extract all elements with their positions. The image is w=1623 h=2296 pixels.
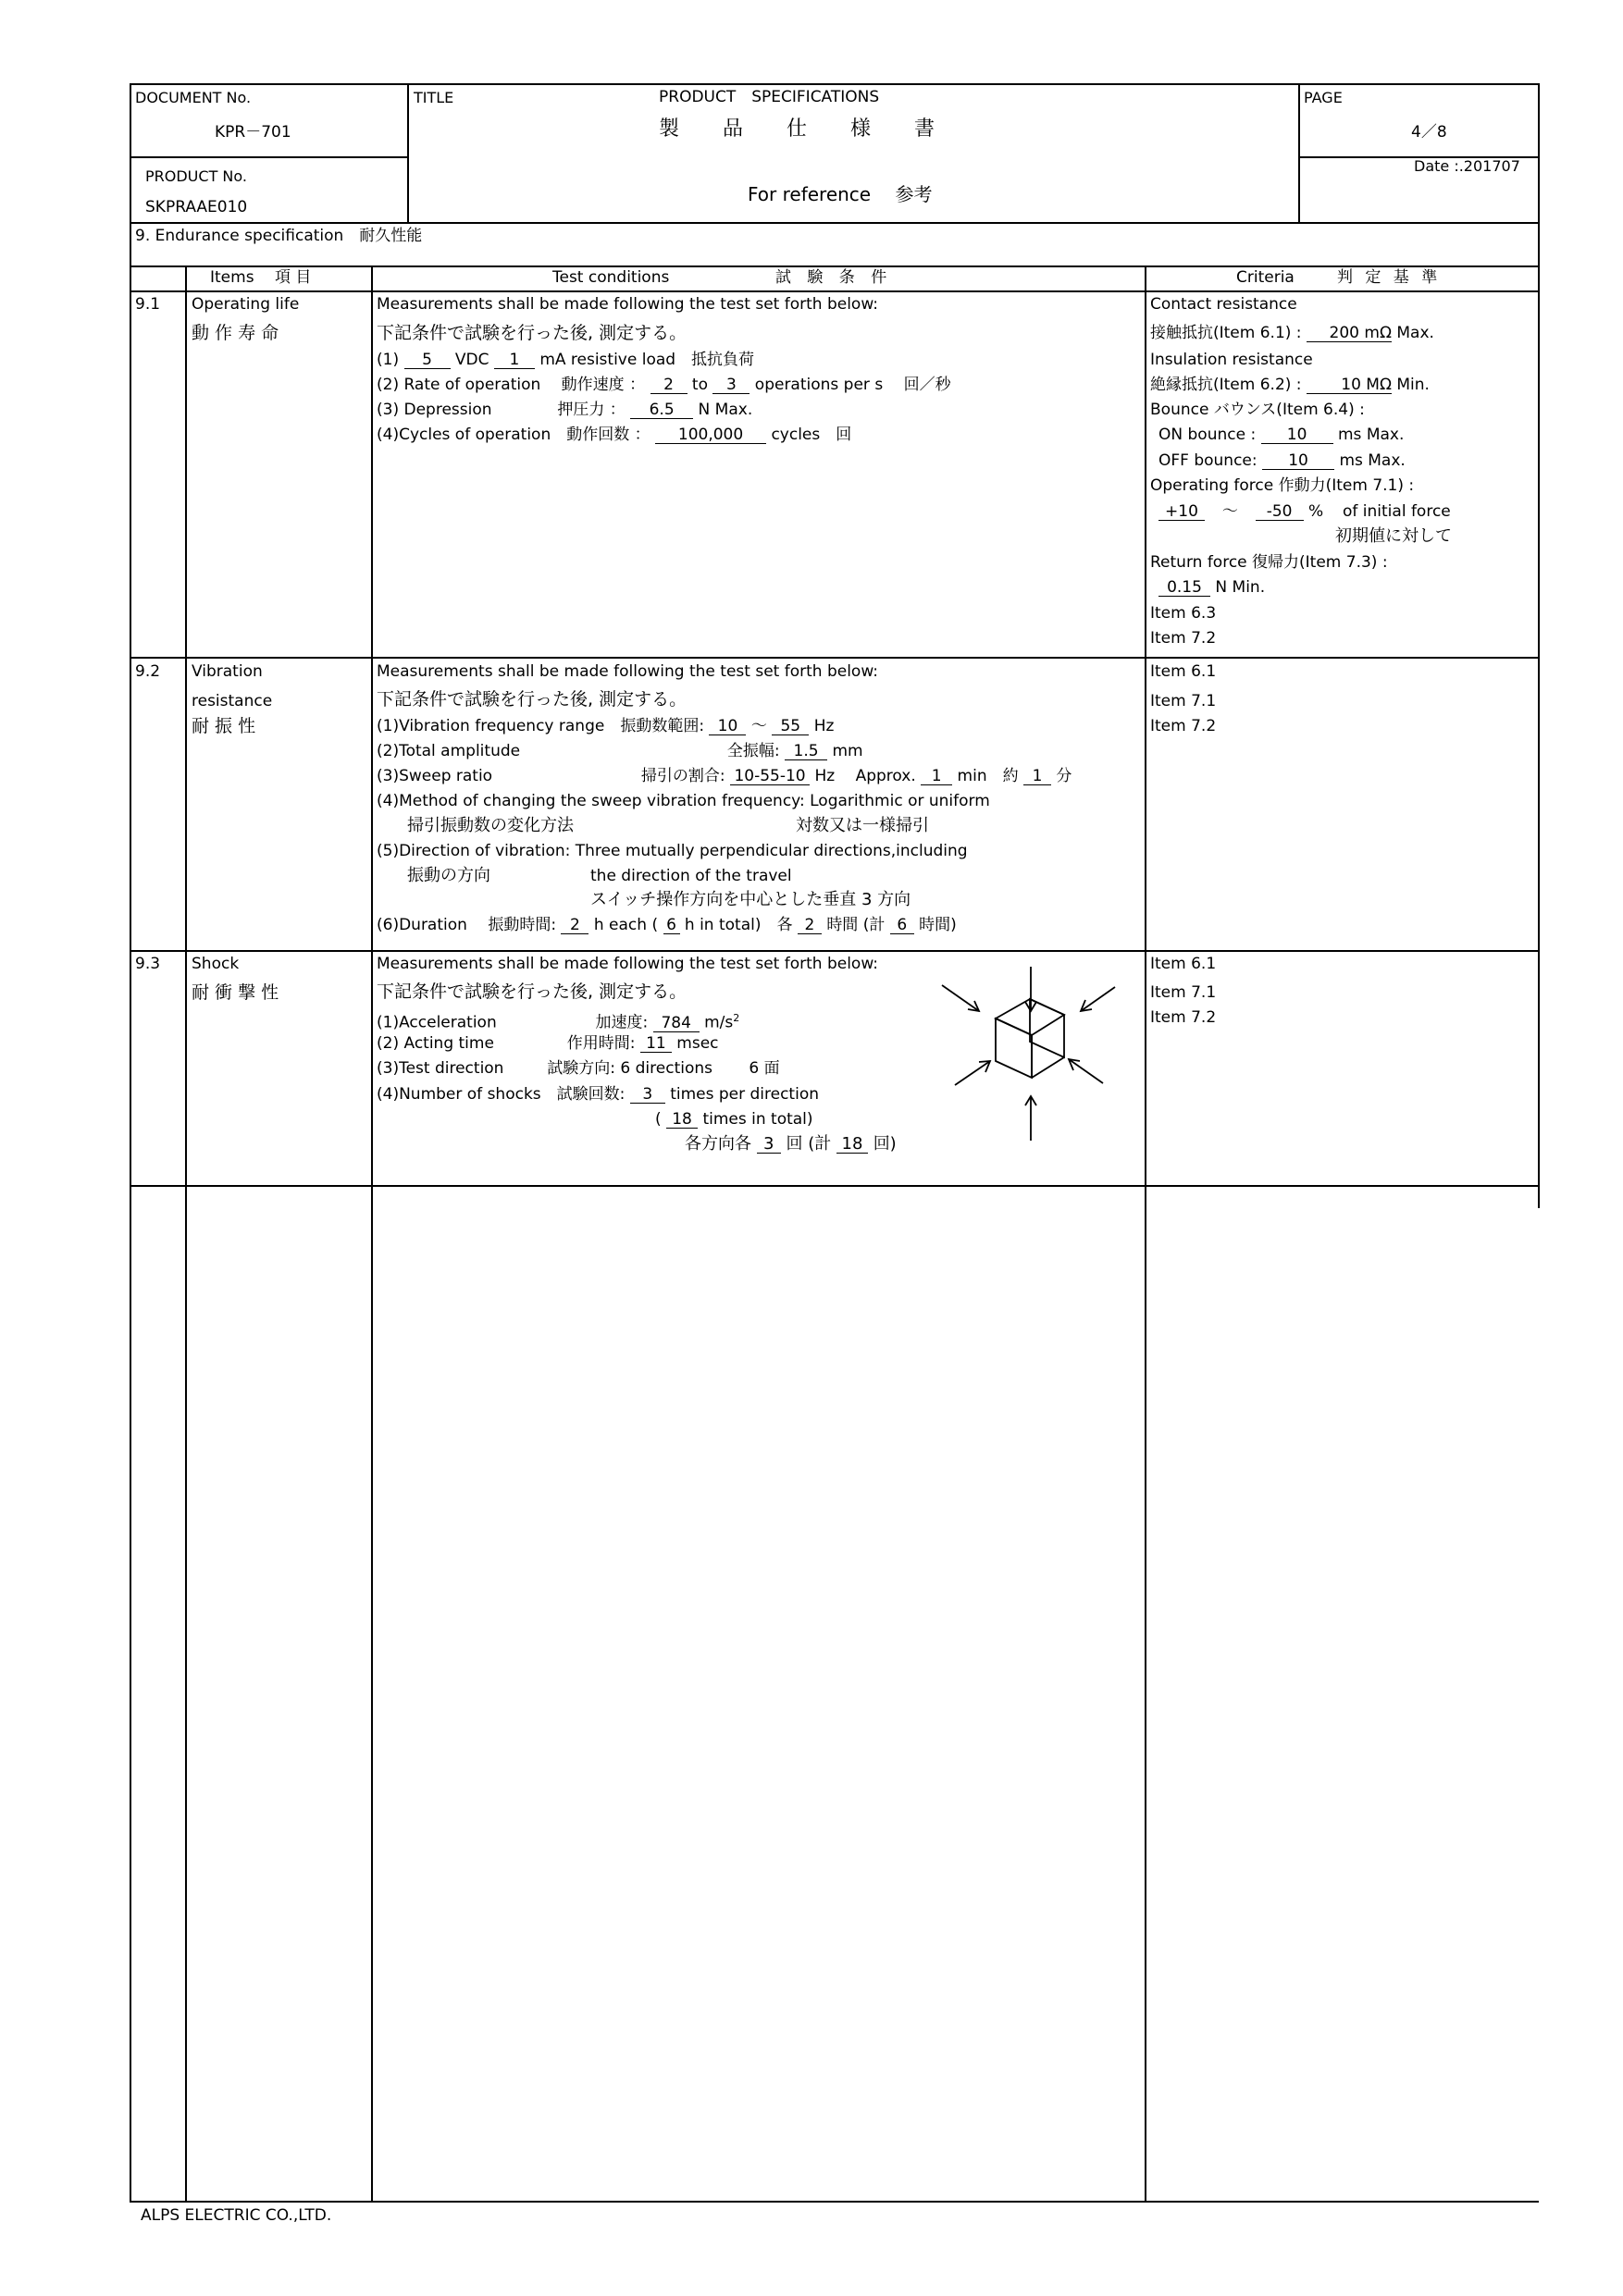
arrow-icons xyxy=(942,967,1115,1141)
condition-shocks-total: ( 18 times in total) xyxy=(655,1110,813,1129)
condition-frequency: (1)Vibration frequency range 振動数範囲: 10 ～ 55 Hz xyxy=(377,717,835,735)
condition-load: (1) 5 VDC 1 mA resistive load 抵抗負荷 xyxy=(377,351,755,369)
condition-sweep-ratio: (3)Sweep ratio 掃引の割合: 10-55-10 Hz Approx. 1 min 約 1 分 xyxy=(377,767,1072,785)
intro-text-ja: 下記条件で試験を行った後, 測定する。 xyxy=(377,981,688,1002)
criteria-item-6-3: Item 6.3 xyxy=(1150,604,1217,623)
section-title: 9. Endurance specification 耐久性能 xyxy=(135,227,423,245)
product-no: SKPRAAE010 xyxy=(145,198,248,216)
column-items: Items 項 目 xyxy=(210,268,312,287)
item-name-ja: 動 作 寿 命 xyxy=(192,323,279,343)
criteria-item-6-1: Item 6.1 xyxy=(1150,662,1217,681)
criteria-off-bounce: OFF bounce: 10 ms Max. xyxy=(1158,451,1406,470)
criteria-contact-value: 接触抵抗(Item 6.1) : 200 mΩ Max. xyxy=(1150,324,1434,342)
title-english: PRODUCT SPECIFICATIONS xyxy=(659,88,880,106)
criteria-initial-force-ja: 初期値に対して xyxy=(1335,526,1452,546)
condition-rate: (2) Rate of operation 動作速度 ： 2 to 3 operations per s 回／秒 xyxy=(377,376,951,394)
column-conditions-ja: 試 験 条 件 xyxy=(775,268,893,287)
condition-acceleration: (1)Acceleration 加速度: 784 $m/s^2$ xyxy=(377,1012,740,1032)
date: Date :.201707 xyxy=(1414,157,1520,175)
intro-text: Measurements shall be made following the test set forth below: xyxy=(377,662,879,681)
criteria-on-bounce: ON bounce : 10 ms Max. xyxy=(1158,426,1405,444)
condition-test-direction: (3)Test direction 試験方向: 6 directions 6 面 xyxy=(377,1059,780,1078)
title-japanese: 製 品 仕 様 書 xyxy=(659,117,953,141)
criteria-insulation-value: 絶縁抵抗(Item 6.2) : 10 MΩ Min. xyxy=(1150,376,1430,394)
condition-direction: (5)Direction of vibration: Three mutually perpendicular directions,including xyxy=(377,842,968,860)
document-no-label: DOCUMENT No. xyxy=(135,89,252,106)
criteria-force-range: +10 ～ -50 % of initial force xyxy=(1158,502,1451,521)
company-name: ALPS ELECTRIC CO.,LTD. xyxy=(141,2206,332,2225)
criteria-item-7-2: Item 7.2 xyxy=(1150,1008,1217,1027)
column-conditions: Test conditions xyxy=(552,268,670,287)
criteria-contact-resistance: Contact resistance xyxy=(1150,295,1297,314)
document-no: KPR－701 xyxy=(215,123,291,142)
item-name-ja: 耐 衝 撃 性 xyxy=(192,982,279,1003)
condition-sweep-method-value-ja: 対数又は一様掃引 xyxy=(796,816,929,835)
item-name: Shock xyxy=(192,955,240,973)
title-label: TITLE xyxy=(414,89,454,106)
criteria-item-7-2: Item 7.2 xyxy=(1150,717,1217,735)
condition-direction-travel: the direction of the travel xyxy=(590,867,792,885)
intro-text-ja: 下記条件で試験を行った後, 測定する。 xyxy=(377,323,688,343)
criteria-return-value: 0.15 N Min. xyxy=(1158,578,1265,597)
condition-duration: (6)Duration 振動時間: 2 h each ( 6 h in total) 各 2 時間 (計 6 時間) xyxy=(377,916,957,934)
condition-amplitude: (2)Total amplitude 全振幅: 1.5 mm xyxy=(377,742,863,760)
page-label: PAGE xyxy=(1304,89,1343,106)
condition-direction-travel-ja: スイッチ操作方向を中心とした垂直 3 方向 xyxy=(590,890,911,909)
criteria-item-7-1: Item 7.1 xyxy=(1150,692,1217,710)
criteria-operating-force: Operating force 作動力(Item 7.1) : xyxy=(1150,476,1415,495)
condition-depression: (3) Depression 押圧力 ： 6.5 N Max. xyxy=(377,401,753,419)
item-number: 9.1 xyxy=(135,295,161,314)
criteria-item-7-2: Item 7.2 xyxy=(1150,629,1217,648)
criteria-item-7-1: Item 7.1 xyxy=(1150,983,1217,1002)
item-name-ja: 耐 振 性 xyxy=(192,716,256,736)
item-number: 9.2 xyxy=(135,662,161,681)
condition-acting-time: (2) Acting time 作用時間: 11 msec xyxy=(377,1034,719,1053)
product-no-label: PRODUCT No. xyxy=(145,167,247,185)
condition-sweep-method-ja: 掃引振動数の変化方法 xyxy=(407,816,574,835)
condition-number-of-shocks: (4)Number of shocks 試験回数: 3 times per direction xyxy=(377,1085,819,1104)
intro-text: Measurements shall be made following the test set forth below: xyxy=(377,295,879,314)
page-number: 4／8 xyxy=(1411,123,1447,142)
condition-sweep-method: (4)Method of changing the sweep vibration frequency: Logarithmic or uniform xyxy=(377,792,990,810)
reference-note: For reference 参考 xyxy=(748,183,933,205)
item-name: Vibration xyxy=(192,662,263,681)
intro-text: Measurements shall be made following the test set forth below: xyxy=(377,955,879,973)
condition-direction-ja: 振動の方向 xyxy=(407,866,490,885)
intro-text-ja: 下記条件で試験を行った後, 測定する。 xyxy=(377,689,688,710)
column-criteria: Criteria xyxy=(1236,268,1295,287)
criteria-bounce: Bounce バウンス(Item 6.4) : xyxy=(1150,401,1365,419)
item-number: 9.3 xyxy=(135,955,161,973)
criteria-item-6-1: Item 6.1 xyxy=(1150,955,1217,973)
criteria-return-force: Return force 復帰力(Item 7.3) : xyxy=(1150,553,1388,572)
item-name: Operating life xyxy=(192,295,300,314)
column-criteria-ja: 判 定 基 準 xyxy=(1337,268,1442,287)
condition-shocks-ja: 各方向各 3 回 (計 18 回) xyxy=(685,1134,897,1154)
shock-direction-cube-diagram xyxy=(935,967,1120,1152)
criteria-insulation-resistance: Insulation resistance xyxy=(1150,351,1313,369)
condition-cycles: (4)Cycles of operation 動作回数 ： 100,000 cycles 回 xyxy=(377,426,852,444)
item-name-line2: resistance xyxy=(192,692,273,710)
